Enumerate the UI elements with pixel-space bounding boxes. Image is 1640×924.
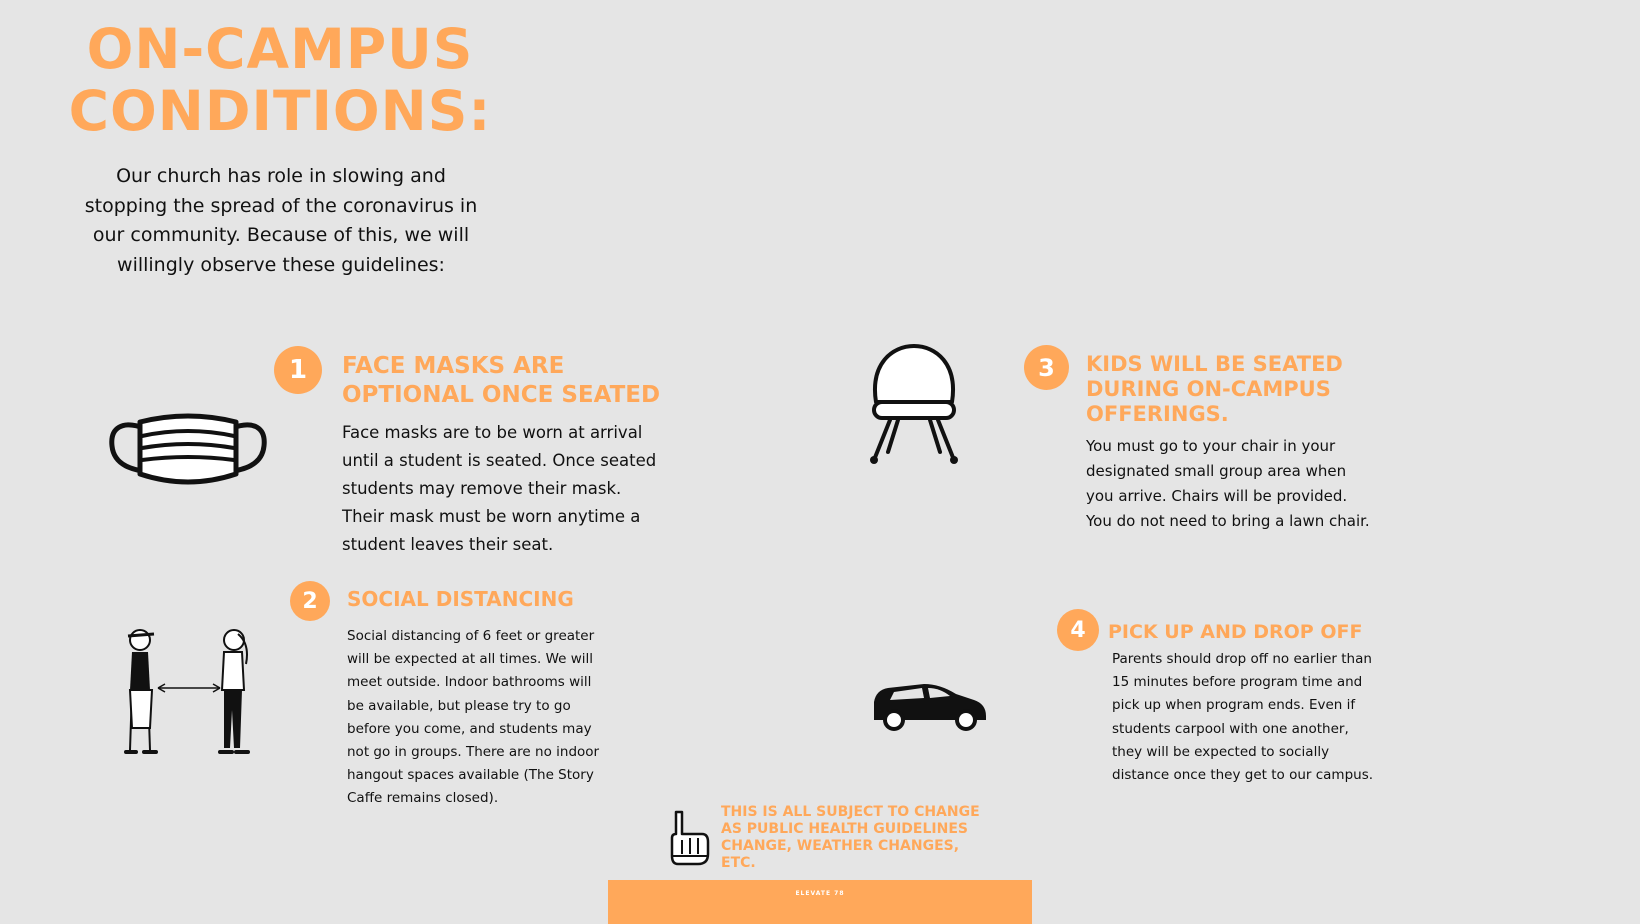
foam-finger-icon — [668, 810, 710, 868]
section-body-pickup: Parents should drop off no earlier than 15 minutes before program time and pick up when program ends. Even if students carpool with one another, they will be expected to socially distance once they get to our campus. — [1112, 651, 1374, 784]
face-mask-icon — [108, 412, 268, 488]
footer-bar — [608, 880, 1032, 924]
section-body-social-distancing: Social distancing of 6 feet or greater will be expected at all times. We will meet outside. Indoor bathrooms will be available, but please try to go before you come, and students may not go in groups. There are no indoor hangout spaces available (The Story Caffe remains closed). — [347, 628, 600, 807]
section-heading-seating: KIDS WILL BE SEATED DURING ON-CAMPUS OFFERINGS. — [1086, 352, 1343, 426]
disclaimer-note: THIS IS ALL SUBJECT TO CHANGE AS PUBLIC HEALTH GUIDELINES CHANGE, WEATHER CHANGES, ETC. — [721, 804, 980, 871]
section-heading-social-distancing: SOCIAL DISTANCING — [347, 587, 574, 611]
step-number-3: 3 — [1024, 345, 1069, 390]
section-body-face-masks: Face masks are to be worn at arrival until a student is seated. Once seated students may remove their mask. Their mask must be worn anytime a student leaves their seat. — [342, 423, 657, 554]
chair-icon — [868, 344, 960, 466]
footer-text: ELEVATE 78 — [795, 890, 845, 897]
intro-text: Our church has role in slowing and stopping the spread of the coronavirus in our community. Because of this, we will willingly observe these guidelines: — [84, 165, 478, 276]
section-heading-face-masks: FACE MASKS ARE OPTIONAL ONCE SEATED — [342, 353, 661, 408]
page-title: ON-CAMPUS CONDITIONS: — [68, 17, 492, 143]
step-number-2: 2 — [290, 581, 330, 621]
section-body-seating: You must go to your chair in your designated small group area when you arrive. Chairs will be provided. You do not need to bring a lawn chair. — [1086, 437, 1370, 530]
car-icon — [870, 680, 988, 732]
step-number-4: 4 — [1057, 609, 1099, 651]
step-number-1: 1 — [274, 346, 322, 394]
section-heading-pickup: PICK UP AND DROP OFF — [1108, 621, 1363, 643]
social-distancing-icon — [118, 624, 258, 758]
